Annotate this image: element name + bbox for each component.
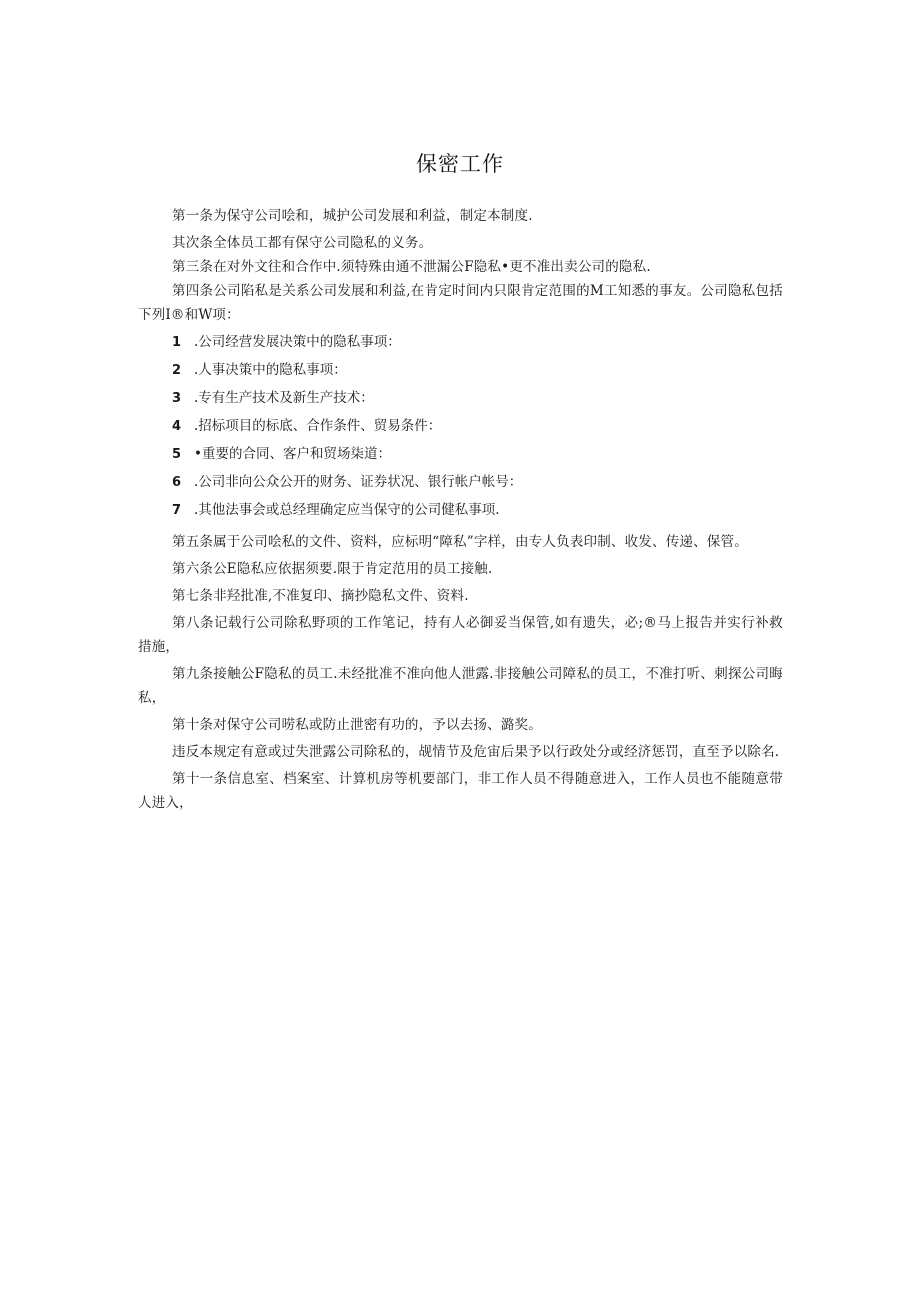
article-7: 第七条非羟批准,不准复印、摘抄隐私文件、资料. [172,588,469,604]
article-10: 第十条对保守公司唠私或防止泄密有功的，予以去扬、潞奖。 [172,717,542,733]
document-body [138,204,783,818]
list-item-text: .人事决策中的隐私事项： [194,362,347,378]
list-item-text: .公司非向公众公开的财务、证券状况、银行帐户帐号： [194,474,523,490]
list-item-number: 2 [172,363,182,378]
list-item-number: 5 [172,447,182,462]
article-1: 第一条为保守公司哙和，城护公司发展和利益，制定本制度. [172,208,533,224]
list-item-number: 4 [172,419,182,434]
list-item [138,414,783,438]
list-item [138,358,783,382]
list-item-text: •重要的合同、客户和贸场柒道： [194,446,391,462]
list-item-text: .其他法事会或总经理确定应当保守的公司健私事项. [194,502,500,518]
article-4: 第四条公司陷私是关系公司发展和利益,在肯定时间内只限肯定范围的M工知悉的事友。公司隐私包括下列I®和W项： [138,283,783,323]
article-6: 第六条公E隐私应依据须要.限于肯定范用的员工接触. [172,561,493,577]
article-11: 第十一条信息室、档案室、计算机房等机要部门，非工作人员不得随意进入，工作人员也不能随意带人进入， [138,771,783,811]
list-item [138,386,783,410]
list-item [138,330,783,354]
list-item-text: .招标项目的标底、合作条件、贸易条件： [194,418,442,434]
document-title: 保密工作 [416,152,504,176]
article-8: 第八条记载行公司除私野项的工作笔记，持有人必御妥当保管,如有遗失，必;®马上报告并实行补救措施， [138,615,783,655]
list-item [138,498,783,522]
article-9: 第九条接触公F隐私的员工.未经批准不准向他人泄露.非接触公司障私的员工，不准打听、刺探公司晦私， [138,666,783,706]
article-3: 第三条在对外文往和合作中.须特殊由通不泄漏公F隐私•更不准出卖公司的隐私. [172,259,651,275]
list-item-number: 3 [172,391,182,406]
list-item [138,470,783,494]
article-2: 其次条全体员工都有保守公司隐私的义务。 [172,235,433,251]
article-5: 第五条属于公司哙私的文件、资料，应标明“障私”字样，由专人负表印制、收发、传递、保管。 [172,534,748,550]
secret-items-list [138,330,783,522]
penalty-clause: 违反本规定有意或过失泄露公司除私的，觇情节及危宙后果予以行政处分或经济惩罚，直至予以除名. [172,744,780,760]
list-item-text: .公司经营发展决策中的隐私事项： [194,334,401,350]
list-item-number: 1 [172,335,182,350]
list-item-number: 7 [172,503,182,518]
list-item-text: .专有生产技术及新生产技术： [194,390,374,406]
list-item [138,442,783,466]
list-item-number: 6 [172,475,182,490]
